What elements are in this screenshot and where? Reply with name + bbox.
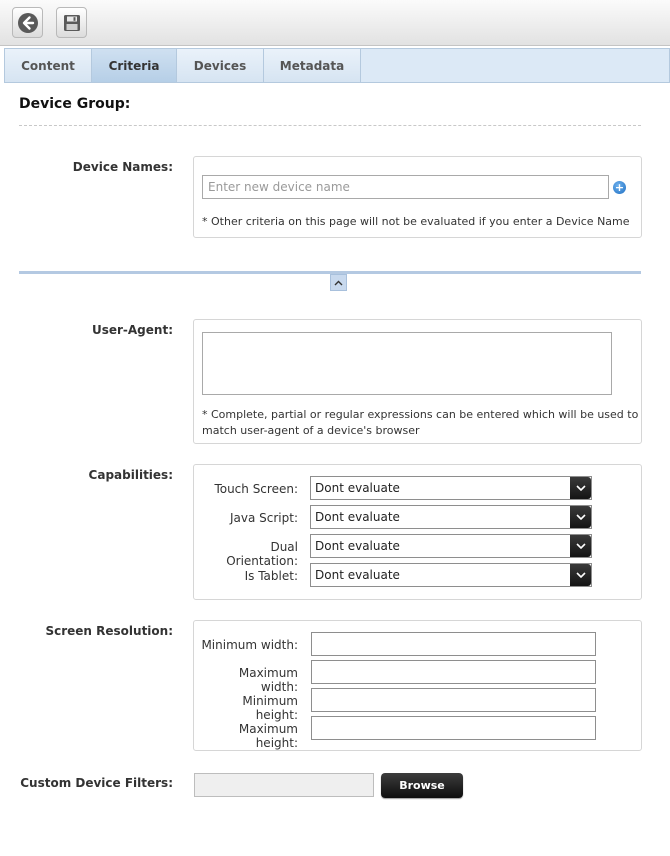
java-script-select[interactable] — [310, 505, 592, 529]
user-agent-note: * Complete, partial or regular expressions can be entered which will be used to match user-agent of a device's browser — [202, 408, 639, 437]
touch-screen-label: Touch Screen: — [214, 482, 298, 496]
screen-resolution-panel — [193, 620, 642, 751]
tab-label: Criteria — [108, 58, 160, 73]
save-button[interactable] — [56, 7, 87, 38]
tab-devices[interactable] — [177, 49, 264, 82]
tab-criteria[interactable] — [92, 49, 177, 82]
min-width-input[interactable] — [311, 632, 596, 656]
java-script-label: Java Script: — [229, 511, 298, 525]
user-agent-panel — [193, 319, 642, 444]
chevron-up-icon — [334, 280, 343, 286]
user-agent-textarea[interactable] — [202, 332, 612, 395]
device-name-input[interactable] — [202, 175, 609, 199]
back-arrow-icon — [17, 12, 39, 34]
chevron-down-icon — [570, 477, 591, 499]
toolbar — [0, 0, 670, 46]
min-height-label: Minimum height: — [242, 694, 298, 722]
back-button[interactable] — [12, 7, 43, 38]
custom-filters-file-input[interactable] — [194, 773, 374, 797]
device-name-placeholder: Enter new device name — [208, 180, 350, 194]
chevron-down-icon — [570, 564, 591, 586]
collapse-button[interactable] — [330, 274, 347, 291]
custom-filters-label: Custom Device Filters: — [20, 776, 173, 790]
section-title: Device Group: — [19, 96, 131, 112]
dual-orientation-select[interactable] — [310, 534, 592, 558]
tab-metadata[interactable] — [264, 49, 361, 82]
is-tablet-select[interactable] — [310, 563, 592, 587]
select-value: Dont evaluate — [315, 481, 400, 495]
tab-label: Content — [21, 58, 75, 73]
section-divider — [19, 125, 641, 126]
user-agent-label: User-Agent: — [91, 323, 173, 337]
touch-screen-select[interactable] — [310, 476, 592, 500]
is-tablet-label: Is Tablet: — [244, 569, 298, 583]
max-height-input[interactable] — [311, 716, 596, 740]
select-value: Dont evaluate — [315, 568, 400, 582]
tab-content[interactable] — [5, 49, 92, 82]
max-width-input[interactable] — [311, 660, 596, 684]
dual-orientation-label: Dual Orientation: — [226, 540, 298, 568]
min-width-label: Minimum width: — [201, 638, 298, 652]
max-width-label: Maximum width: — [238, 666, 298, 694]
browse-button[interactable]: Browse — [381, 773, 463, 798]
device-names-label: Device Names: — [72, 160, 173, 174]
select-value: Dont evaluate — [315, 539, 400, 553]
select-value: Dont evaluate — [315, 510, 400, 524]
device-names-note: * Other criteria on this page will not be evaluated if you enter a Device Name — [202, 215, 630, 228]
max-height-label: Maximum height: — [238, 722, 298, 750]
chevron-down-icon — [570, 535, 591, 557]
add-device-icon[interactable]: + — [614, 181, 625, 194]
screen-resolution-label: Screen Resolution: — [45, 624, 173, 638]
min-height-input[interactable] — [311, 688, 596, 712]
device-names-panel — [193, 156, 642, 238]
floppy-disk-icon — [63, 14, 81, 32]
tab-bar — [4, 48, 670, 83]
capabilities-panel — [193, 464, 642, 600]
tab-label: Metadata — [279, 58, 345, 73]
chevron-down-icon — [570, 506, 591, 528]
tab-label: Devices — [193, 58, 247, 73]
capabilities-label: Capabilities: — [88, 468, 173, 482]
